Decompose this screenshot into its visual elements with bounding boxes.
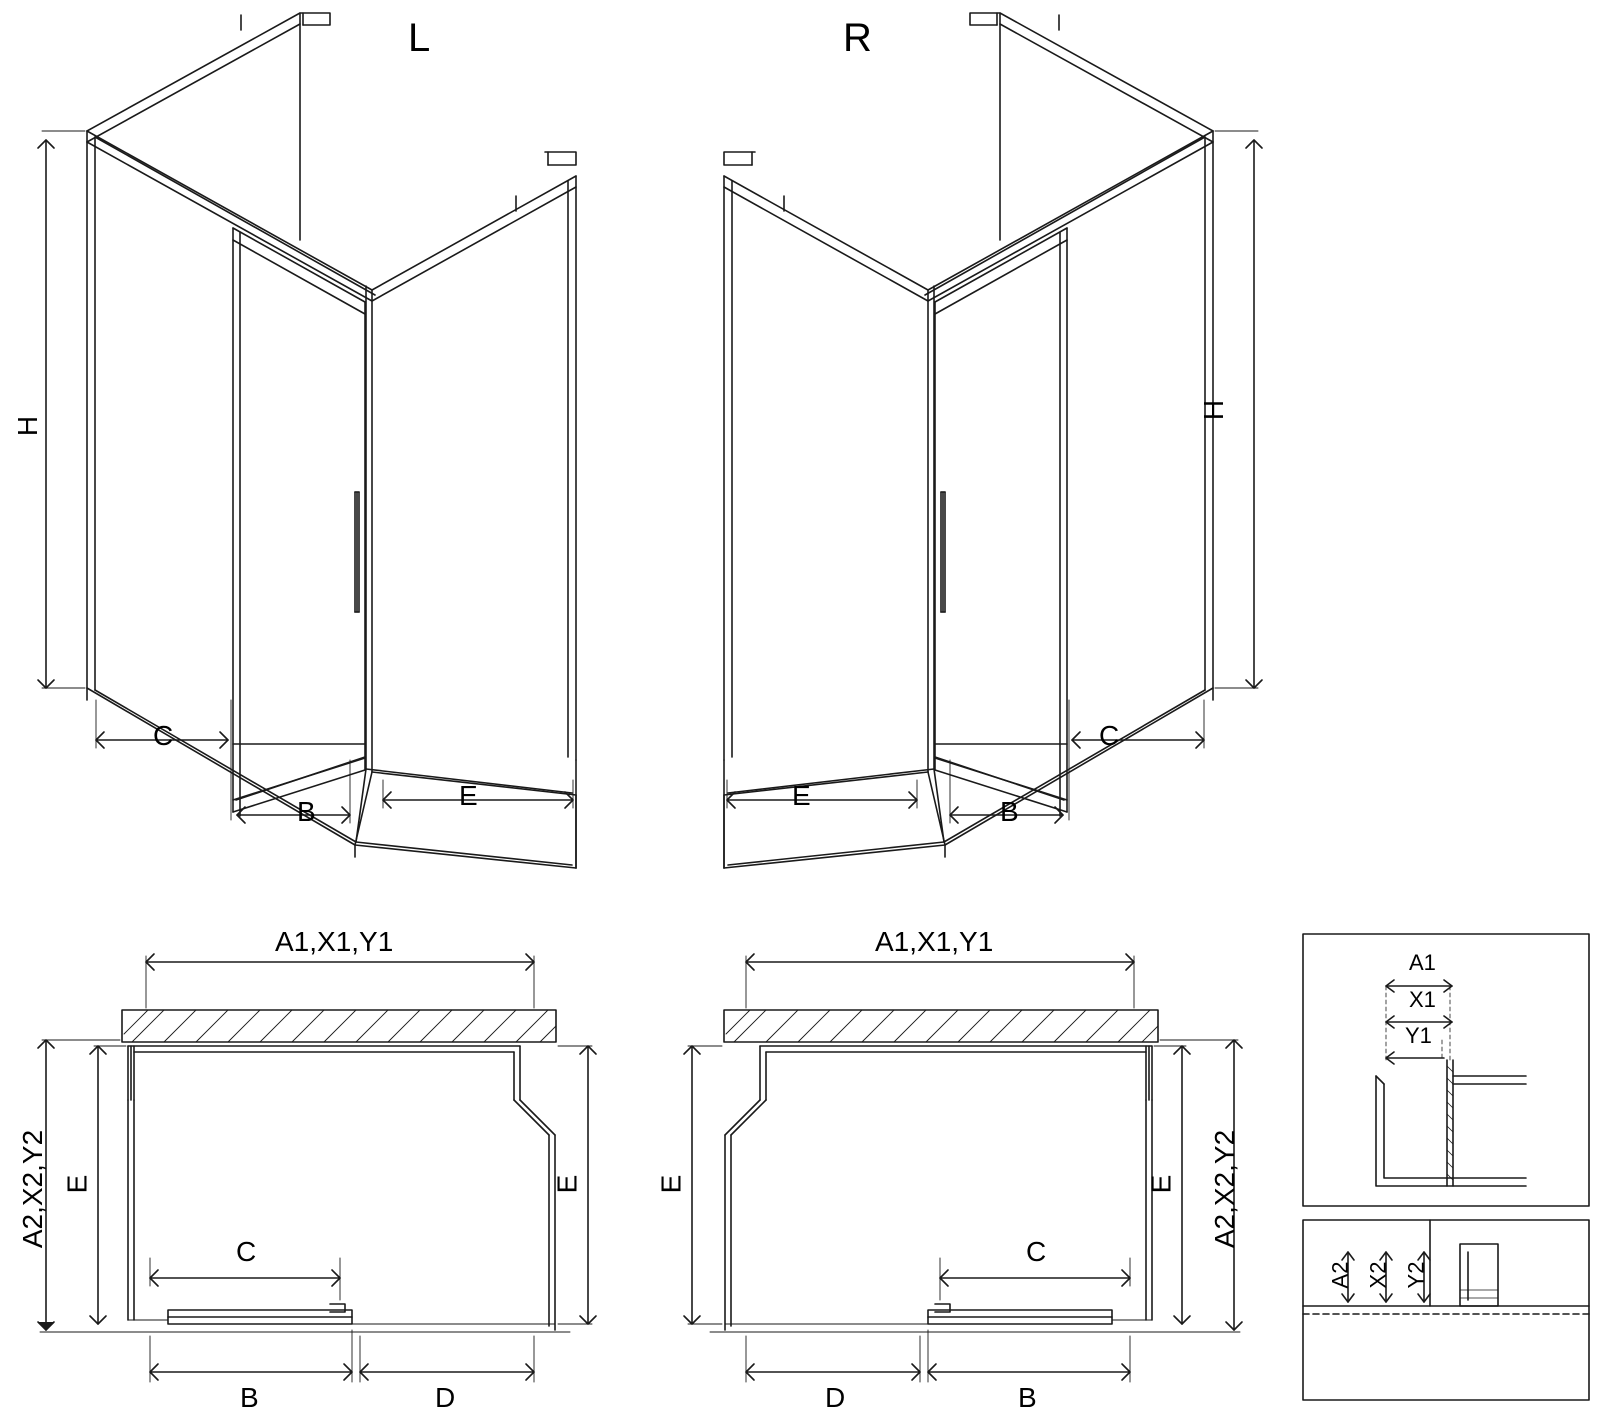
variant-label-right: R bbox=[843, 16, 872, 60]
plan-left-label-C: C bbox=[236, 1236, 257, 1267]
iso-right-label-B: B bbox=[1000, 796, 1019, 827]
plan-right-dim-A1 bbox=[746, 954, 1134, 1008]
plan-right-dim-B bbox=[928, 1330, 1130, 1382]
plan-left-label-E-left: E bbox=[61, 1174, 93, 1194]
plan-left-geometry bbox=[40, 1010, 570, 1332]
plan-right-dim-D bbox=[746, 1336, 920, 1382]
plan-left-dim-E-left bbox=[90, 1046, 126, 1324]
plan-left-label-A2: A2,X2,Y2 bbox=[17, 1129, 48, 1249]
iso-left-label-B: B bbox=[297, 796, 316, 827]
iso-left-dim-H bbox=[38, 131, 85, 688]
iso-right-label-H: H bbox=[1198, 399, 1230, 421]
plan-right-label-A2: A2,X2,Y2 bbox=[1209, 1129, 1240, 1249]
detail-bottom-label-X2: X2 bbox=[1365, 1261, 1391, 1289]
detail-bottom-geometry bbox=[1303, 1220, 1589, 1400]
iso-left-label-H: H bbox=[12, 415, 44, 437]
plan-left-label-D: D bbox=[435, 1382, 456, 1413]
iso-left-label-C: C bbox=[153, 720, 174, 751]
detail-top-geometry bbox=[1303, 934, 1589, 1206]
detail-bottom-label-A2: A2 bbox=[1327, 1261, 1353, 1289]
plan-left-label-E-right: E bbox=[551, 1174, 583, 1194]
plan-right-label-C: C bbox=[1026, 1236, 1047, 1267]
iso-left-label-E: E bbox=[459, 780, 478, 811]
plan-right-label-D: D bbox=[825, 1382, 846, 1413]
plan-left-label-B: B bbox=[240, 1382, 259, 1413]
iso-left-dim-B bbox=[237, 760, 350, 823]
variant-label-left: L bbox=[408, 16, 431, 60]
plan-right-label-B: B bbox=[1018, 1382, 1037, 1413]
plan-right-dim-E-left bbox=[684, 1046, 722, 1324]
iso-right-label-E: E bbox=[792, 780, 811, 811]
detail-top-label-Y1: Y1 bbox=[1405, 1023, 1432, 1048]
detail-bottom-label-Y2: Y2 bbox=[1403, 1261, 1429, 1289]
iso-right-label-C: C bbox=[1099, 720, 1120, 751]
detail-top-label-A1: A1 bbox=[1409, 950, 1436, 975]
plan-right-label-E-left: E bbox=[655, 1174, 687, 1194]
plan-right-label-E-right: E bbox=[1145, 1174, 1177, 1194]
detail-top-label-X1: X1 bbox=[1409, 987, 1436, 1012]
plan-left-dim-B bbox=[150, 1330, 352, 1382]
plan-right-label-A1: A1,X1,Y1 bbox=[875, 926, 994, 957]
plan-left-label-A1: A1,X1,Y1 bbox=[275, 926, 394, 957]
plan-left-dim-D bbox=[360, 1336, 534, 1382]
plan-left-dim-A1 bbox=[146, 954, 534, 1008]
plan-right-geometry bbox=[710, 1010, 1240, 1332]
